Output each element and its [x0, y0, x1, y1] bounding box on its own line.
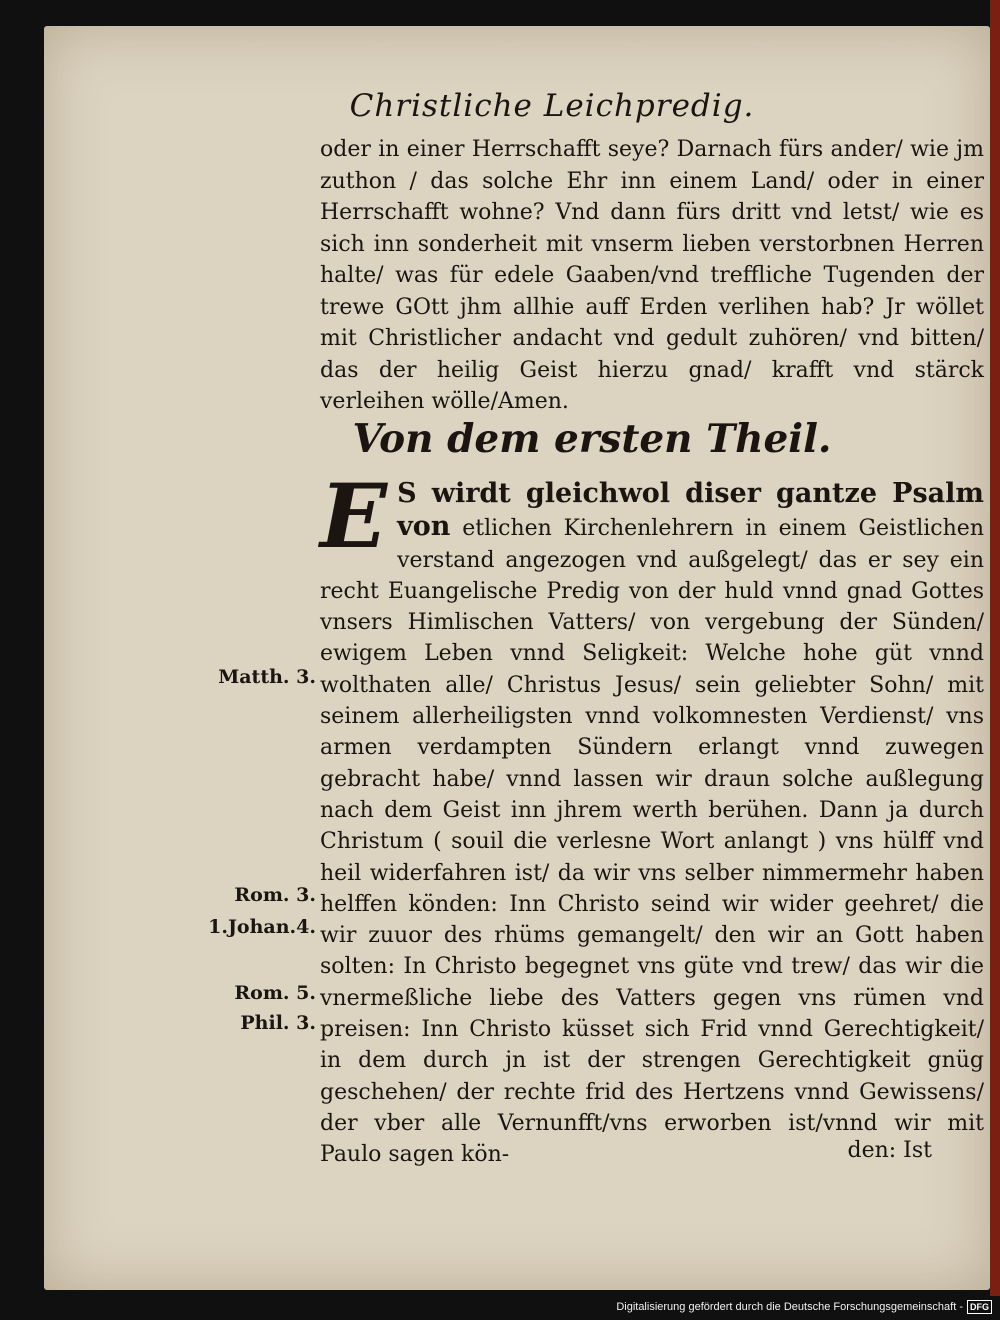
digitization-credit: [616, 1300, 992, 1314]
margin-note-johan-4: 1.Johan.4.: [208, 916, 316, 938]
body-text: etlichen Kirchenlehrern in einem Geistlichen verstand angezogen vnd außgelegt/ das er sey ein recht Euangelische Predig von der huld vnnd gnad Gottes vnsers Himlischen Vatters/ von vergebung der Sünden/ ewigem Leben vnnd Seligkeit: Welche hohe güt vnnd wolthaten alle/ Christus Jesus/ sein geliebter Sohn/ mit seinem allerheiligsten vnnd volkomnesten Verdienst/ vns armen verdampten Sündern erlangt vnnd zuwegen gebracht habe/ vnnd lassen wir draun solche außlegung nach dem Geist inn jhrem werth berühen. Dann ja durch Christum ( souil die verlesne Wort anlangt ) vns hülff vnd heil widerfahren ist/ da wir vns selber nimmermehr haben helffen könden: Inn Christo seind wir wider geehret/ die wir zuuor des rhüms gemangelt/ den wir an Gott haben solten: In Christo begegnet vns güte vnd trew/ das wir die vnermeßliche liebe des Vatters gegen vns rümen vnd preisen: Inn Christo küsset sich Frid vnnd Gerechtigkeit/ in dem durch jn ist der strengen Gerechtigkeit gnüg geschehen/ der rechte frid des Hertzens vnnd Gewissens/ der vber alle Vernunfft/vns erworben ist/vnnd wir mit Paulo sagen kön-: [320, 516, 984, 1168]
body-text-block: [320, 464, 984, 1171]
drop-cap-initial: E: [320, 464, 388, 568]
margin-note-rom-5: Rom. 5.: [234, 982, 316, 1004]
margin-note-phil-3: Phil. 3.: [240, 1012, 316, 1034]
credit-text: Digitalisierung gefördert durch die Deutsche Forschungsgemeinschaft -: [616, 1301, 963, 1313]
body-paragraph: [320, 464, 984, 1171]
dfg-logo-icon: DFG: [967, 1300, 992, 1314]
margin-note-matth-3: Matth. 3.: [218, 666, 316, 688]
catchword: den: Ist: [847, 1138, 932, 1163]
margin-note-rom-3: Rom. 3.: [234, 884, 316, 906]
book-page: [44, 26, 990, 1290]
opening-words: S wirdt gleichwol diser gantze Psalm von: [397, 478, 984, 543]
section-heading: Von dem ersten Theil.: [352, 416, 832, 462]
intro-paragraph: oder in einer Herrschafft seye? Darnach fürs ander/ wie jm zuthon / das solche Ehr inn einem Land/ oder in einer Herrschafft wohne? Vnd dann fürs dritt vnd letst/ wie es sich inn sonderheit mit vnserm lieben verstorbnen Herren halte/ was für edele Gaaben/vnd treffliche Tugenden der trewe GOtt jhm allhie auff Erden verlihen hab? Jr wöllet mit Christlicher andacht vnd gedult zuhören/ vnd bitten/ das der heilig Geist hierzu gnad/ krafft vnd stärck verleihen wölle/Amen.: [320, 137, 984, 414]
book-spine-edge: [990, 0, 1000, 1296]
running-head: Christliche Leichpredig.: [349, 88, 755, 124]
intro-paragraph-block: [320, 134, 984, 418]
